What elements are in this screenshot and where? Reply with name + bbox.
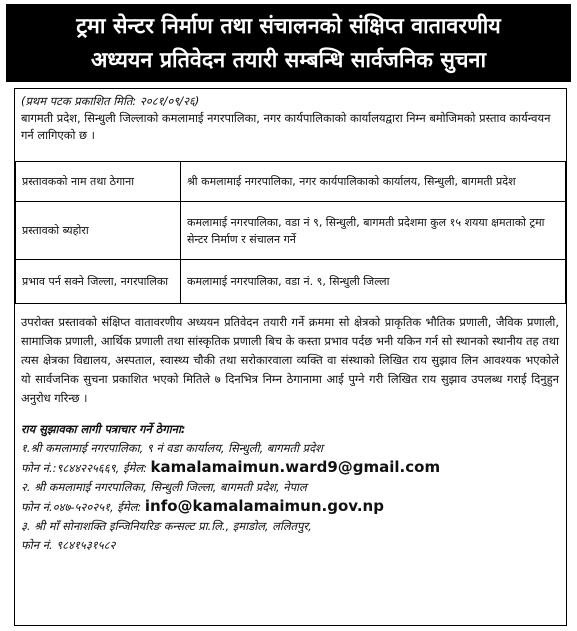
- contact-1-address: १.श्री कमलामाई नगरपालिका, ९ नं वडा कार्यालय, सिन्धुली, बागमती प्रदेश: [21, 441, 323, 455]
- contact-2-phone-email: [21, 497, 561, 517]
- contact-1-phone-email: [21, 458, 561, 478]
- notice-title-banner: [6, 4, 571, 82]
- contact-heading: राय सुझावका लागी पत्राचार गर्ने ठेगाना:: [21, 422, 186, 436]
- email-label: ईमेल:: [122, 461, 147, 475]
- table-row: [16, 162, 566, 202]
- title-line-1: ट्रमा सेन्टर निर्माण तथा संचालनको संक्षिप्त वातावरणीय: [76, 14, 501, 39]
- contact-2-address: २. श्री कमलामाई नगरपालिका, सिन्धुली जिल्ला, बागमती प्रदेश, नेपाल: [21, 480, 307, 494]
- table-label-cell: प्रस्तावको ब्यहोरा: [16, 202, 181, 260]
- notice-content-box: [14, 88, 567, 626]
- intro-paragraph: [21, 93, 559, 144]
- table-label-cell: प्रस्तावकको नाम तथा ठेगाना: [16, 162, 181, 202]
- contact-section: [21, 420, 561, 555]
- proposal-info-table: [15, 161, 566, 304]
- title-line-2: अध्ययन प्रतिवेदन तयारी सम्बन्धि सार्वजनिक सुचना: [90, 48, 487, 73]
- publish-date: (प्रथम पटक प्रकाशित मिति: २०८१/०९/२६): [21, 94, 200, 108]
- body-paragraph: उपरोक्त प्रस्तावको संक्षिप्त वातावरणीय अध्ययन प्रतिवेदन तयारी गर्ने क्रममा सो क्षेत्रको प्राकृतिक भौतिक प्रणाली, जैविक प्रणाली, सामाजिक प्रणाली, आर्थिक प्रणाली तथा सांस्कृतिक प्रणाली बिच के कस्ता प्रभाव पर्दछ भनी यकिन गर्न सो स्थानको स्थानीय तह तथा त्यस क्षेत्रका विद्यालय, अस्पताल, स्वास्थ्य चौकी तथा सरोकारवाला व्यक्ति वा संस्थाको लिखित राय सुझाव लिन आवश्यक भएकोले यो सार्वजनिक सुचना प्रकाशित भएको मितिले ७ दिनभित्र निम्न ठेगानामा आई पुग्ने गरी लिखित राय सुझाव उपलब्ध गराई दिनुहुन अनुरोध गरिन्छ ।: [21, 315, 559, 405]
- contact-3-phone: फोन नं. ९८४१५३१५८२: [21, 538, 116, 552]
- contact-2-email-link[interactable]: info@kamalamaimun.gov.np: [144, 497, 384, 515]
- table-row: [16, 202, 566, 260]
- contact-3-address: ३. श्री माँ सोनाशक्ति इन्जिनियरिङ कन्सल्ट प्रा.लि., इमाडोल, ललितपुर,: [21, 519, 312, 533]
- table-label-cell: प्रभाव पर्न सक्ने जिल्ला, नगरपालिका: [16, 260, 181, 304]
- table-value-cell: कमलामाई नगरपालिका, वडा नं. ९, सिन्धुली जिल्ला: [181, 260, 566, 304]
- contact-1-email-link[interactable]: kamalamaimun.ward9@gmail.com: [150, 458, 441, 476]
- email-label: ईमेल:: [117, 500, 142, 514]
- contact-1-phone: फोन नं.:९८४४२२५६६९,: [21, 461, 120, 475]
- table-value-cell: श्री कमलामाई नगरपालिका, नगर कार्यपालिकाको कार्यालय, सिन्धुली, बागमती प्रदेश: [181, 162, 566, 202]
- table-value-cell: कमलामाई नगरपालिका, वडा नं ९, सिन्धुली, बागमती प्रदेशमा कुल १५ शयया क्षमताको ट्रमा सेन्टर निर्माण र संचालन गर्ने: [181, 202, 566, 260]
- intro-text: बागमती प्रदेश, सिन्धुली जिल्लाको कमलामाई नगरपालिका, नगर कार्यपालिकाको कार्यालयद्वारा निम्न बमोजिमको प्रस्ताव कार्यन्वयन गर्न लागिएको छ ।: [21, 111, 551, 142]
- contact-2-phone: फोन नं.०४७-५२०२५१,: [21, 500, 114, 514]
- table-row: [16, 260, 566, 304]
